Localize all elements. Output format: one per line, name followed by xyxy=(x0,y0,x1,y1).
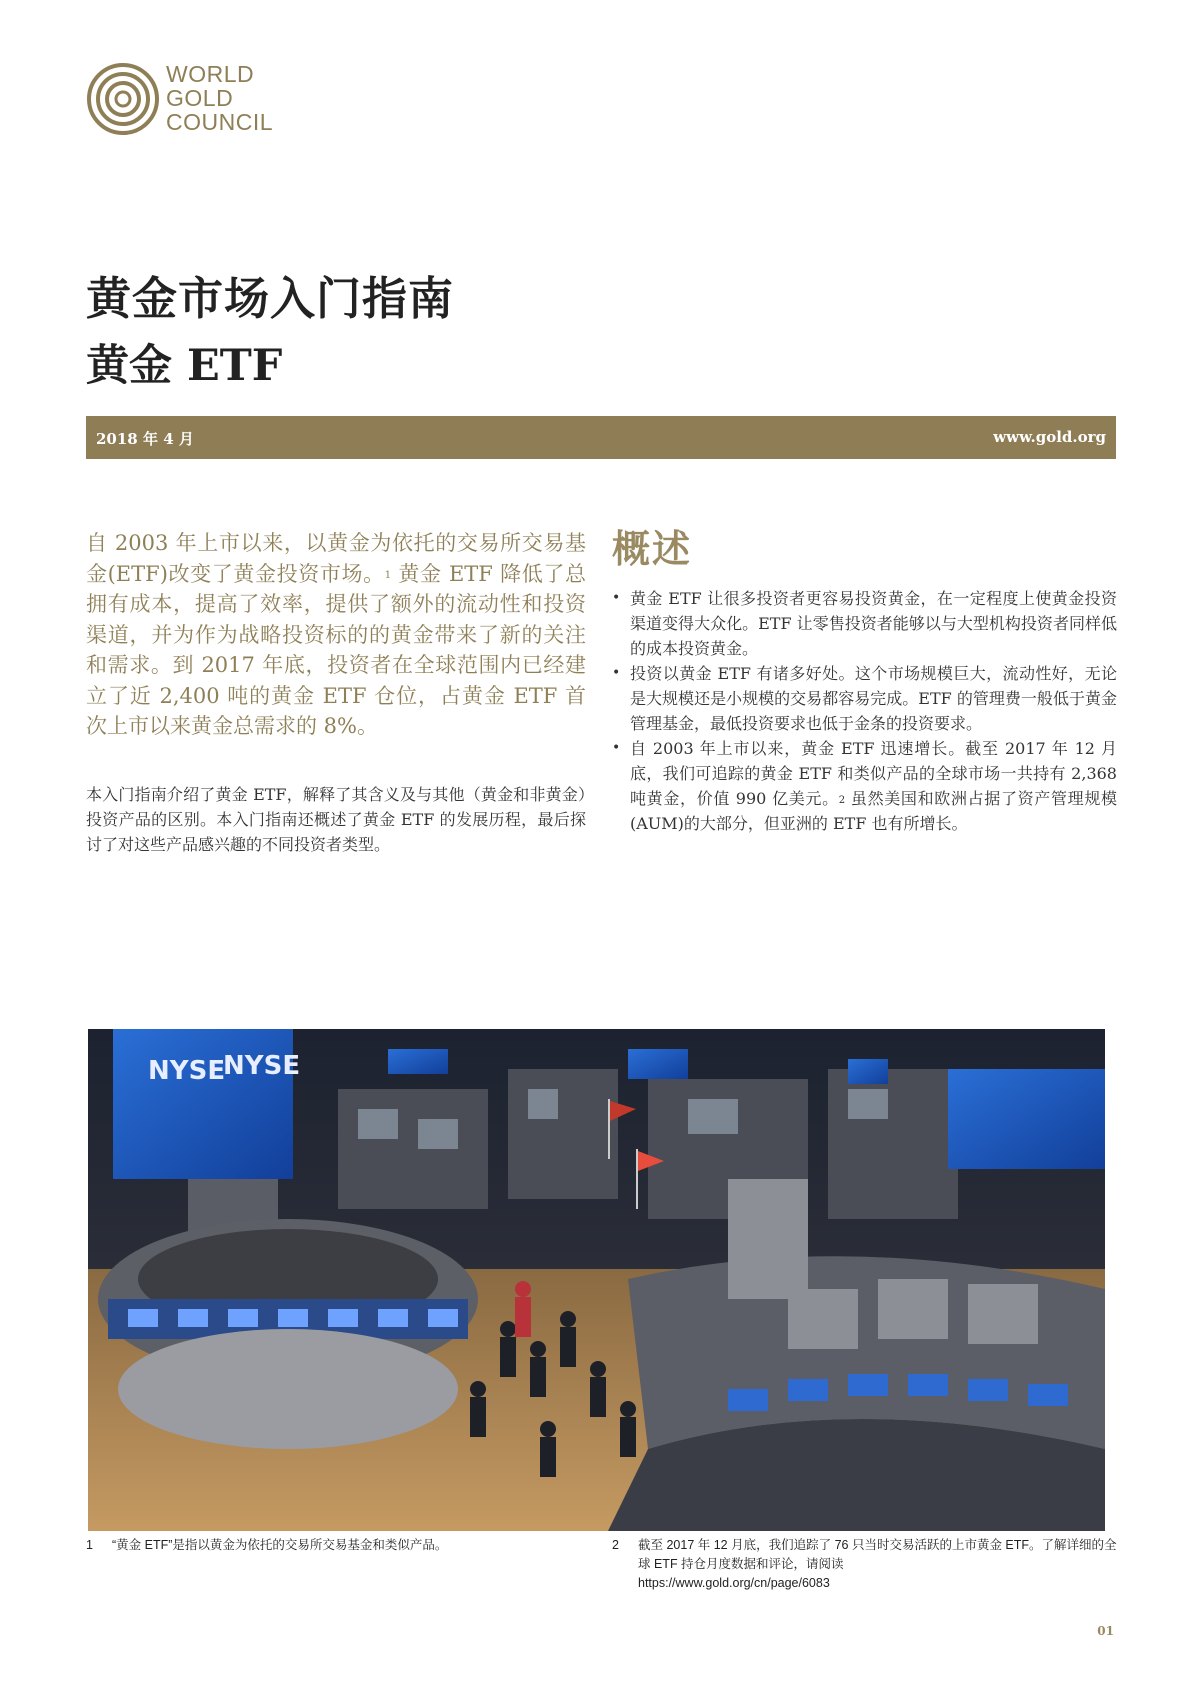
logo-line-3: COUNCIL xyxy=(166,109,274,135)
overview-bullet-3 xyxy=(612,736,1117,836)
nyse-sign-2: NYSE xyxy=(223,1051,301,1081)
footnote-1-number: 1 xyxy=(86,1538,93,1552)
overview-bullet-2-text: 投资以黄金 ETF 有诸多好处。这个市场规模巨大，流动性好，无论是大规模还是小规模的交易都容易完成。ETF 的管理费一般低于黄金管理基金，最低投资要求也低于金条的投资要求。 xyxy=(630,664,1117,733)
footnote-2-text: 截至 2017 年 12 月底，我们追踪了 76 只当时交易活跃的上市黄金 ETF。了解详细的全球 ETF 持仓月度数据和评论，请阅读 xyxy=(638,1538,1117,1571)
logo-line-2: GOLD xyxy=(166,85,234,111)
logo-line-1: WORLD xyxy=(166,61,255,87)
footnote-1 xyxy=(86,1536,586,1555)
nyse-trading-floor-photo xyxy=(88,1029,1105,1531)
trading-floor-illustration xyxy=(88,1029,1105,1531)
bullet-dot: • xyxy=(612,740,621,756)
footnote-2 xyxy=(612,1536,1117,1593)
footnote-2-number: 2 xyxy=(612,1538,619,1552)
gold-rings-logo-icon xyxy=(86,62,160,136)
footnote-2-link[interactable]: https://www.gold.org/cn/page/6083 xyxy=(638,1576,830,1590)
footnote-1-text: “黄金 ETF”是指以黄金为依托的交易所交易基金和类似产品。 xyxy=(112,1538,448,1552)
overview-bullet-1-text: 黄金 ETF 让很多投资者更容易投资黄金，在一定程度上使黄金投资渠道变得大众化。ETF 让零售投资者能够以与大型机构投资者同样低的成本投资黄金。 xyxy=(630,589,1117,658)
footnote-ref-1[interactable]: 1 xyxy=(384,569,392,581)
page-number: 01 xyxy=(1097,1624,1114,1638)
footnote-2-body xyxy=(612,1536,1117,1593)
website-link[interactable]: www.gold.org xyxy=(993,428,1106,446)
world-gold-council-logo xyxy=(86,62,286,138)
page-title: 黄金市场入门指南 xyxy=(86,272,455,325)
overview-heading: 概述 xyxy=(612,526,693,571)
lead-paragraph xyxy=(86,528,586,742)
intro-paragraph: 本入门指南介绍了黄金 ETF，解释了其含义及与其他（黄金和非黄金）投资产品的区别。本入门指南还概述了黄金 ETF 的发展历程，最后探讨了对这些产品感兴趣的不同投资者类型。 xyxy=(86,785,586,854)
header-band xyxy=(86,416,1116,459)
nyse-sign-1: NYSE xyxy=(148,1056,226,1086)
logo-wordmark xyxy=(166,62,273,134)
publication-date: 2018 年 4 月 xyxy=(96,430,194,448)
overview-bullet-3-text-a: 自 2003 年上市以来，黄金 ETF 迅速增长。截至 2017 年 12 月底，我们可追踪的黄金 ETF 和类似产品的全球市场一共持有 2,368 吨黄金，价值 990 亿美元。 xyxy=(630,739,1117,808)
bullet-dot: • xyxy=(612,590,621,606)
lead-text-a: 自 2003 年上市以来，以黄金为依托的交易所交易基金(ETF)改变了黄金投资市场。 xyxy=(86,531,586,586)
footnote-ref-2[interactable]: 2 xyxy=(838,795,846,806)
overview-bullet-3-text-b: 虽然美国和欧洲占据了资产管理规模(AUM)的大部分，但亚洲的 ETF 也有所增长。 xyxy=(630,789,1117,833)
lead-text-b: 黄金 ETF 降低了总拥有成本，提高了效率，提供了额外的流动性和投资渠道，并为作为战略投资标的的黄金带来了新的关注和需求。到 2017 年底，投资者在全球范围内已经建立了近 2,400 吨的黄金 ETF 仓位，占黄金 ETF 首次上市以来黄金总需求的 8%。 xyxy=(86,561,586,738)
overview-bullet-1 xyxy=(612,586,1117,661)
overview-bullet-2 xyxy=(612,661,1117,736)
bullet-dot: • xyxy=(612,665,621,681)
page-subtitle: 黄金 ETF xyxy=(86,341,283,391)
overview-list xyxy=(612,586,1117,836)
